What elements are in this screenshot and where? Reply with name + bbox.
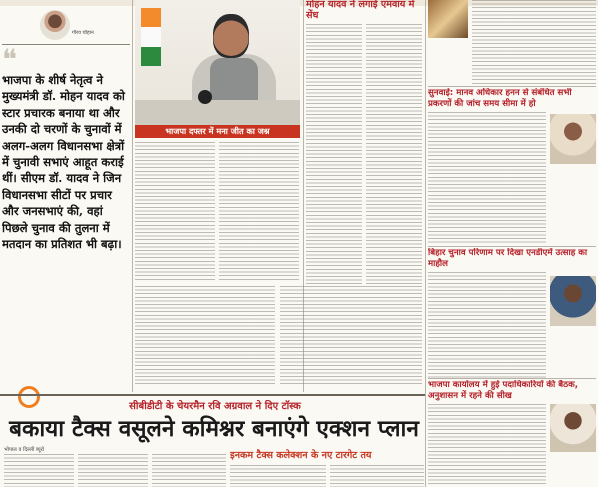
middle-headline: मोहन यादव ने लगाई एमवाय में सेंध xyxy=(306,0,415,21)
section-rule xyxy=(428,378,596,379)
article-column xyxy=(280,286,422,384)
article-column xyxy=(428,404,546,486)
right-headline-1: सुनवाई: मानव अधिकार हनन से संबंधित सभी प्रकरणों की जांच समय सीमा में हो xyxy=(428,88,572,109)
right-thumbnail xyxy=(428,0,468,38)
article-column xyxy=(135,286,275,384)
person-head xyxy=(213,14,249,58)
bottom-headline: बकाया टैक्स वसूलने कमिश्नर बनाएंगे एक्शन प्लान xyxy=(9,416,419,442)
bottom-kicker: सीबीडीटी के चेयरमैन रवि अग्रवाल ने दिए टॉस्क xyxy=(129,401,301,412)
portrait-photo xyxy=(550,276,596,326)
article-column xyxy=(4,454,74,487)
article-column xyxy=(135,142,215,282)
article-column xyxy=(428,112,546,244)
article-column xyxy=(219,142,299,282)
portrait-photo xyxy=(550,114,596,164)
author-name: गौरव चौहान xyxy=(72,30,94,36)
decorative-circle-icon xyxy=(18,386,40,408)
article-column xyxy=(78,454,148,487)
article-column xyxy=(428,272,546,378)
article-column xyxy=(366,24,422,286)
left-divider xyxy=(2,44,130,45)
section-rule xyxy=(428,246,596,247)
desk xyxy=(135,100,300,126)
column-rule xyxy=(425,0,426,487)
person-vest xyxy=(210,58,258,106)
article-column xyxy=(330,465,424,487)
article-column xyxy=(152,454,226,487)
article-column xyxy=(230,465,326,487)
right-headline-3: भाजपा कार्यालय में हुई पदाधिकारियों की बैठक, अनुशासन में रहने की सीख xyxy=(428,380,579,401)
column-rule xyxy=(132,0,133,392)
author-avatar xyxy=(40,10,70,40)
quote-mark-icon: ❝ xyxy=(2,46,18,70)
left-quote-text: भाजपा के शीर्ष नेतृत्व ने मुख्यमंत्री डॉ. मोहन यादव को स्टार प्रचारक बनाया था और उनकी दो चरणों के चुनावों में अलग-अलग विधानसभा क्षेत्रों में चुनावी सभाएं आहूत कराई थीं। सीएम डॉ. यादव ने जिन विधानसभा सीटों पर प्रचार और जनसभाएं की, वहां पिछले चुनाव की तुलना में मतदान का प्रतिशत भी बढ़ा। xyxy=(2,73,125,252)
photo-caption: भाजपा दफ्तर में मना जीत का जश्न xyxy=(135,125,300,138)
article-column xyxy=(306,24,362,286)
portrait-photo xyxy=(550,404,596,452)
article-column xyxy=(472,0,596,86)
microphone-icon xyxy=(198,90,212,104)
right-headline-2: बिहार चुनाव परिणाम पर दिखा एनडीएमें उत्साह का माहौल xyxy=(428,248,588,269)
flag-icon xyxy=(141,8,161,66)
section-rule xyxy=(0,394,425,396)
bureau-label: भोपाल व दिल्ली ब्यूरो xyxy=(4,447,45,453)
section-rule xyxy=(428,86,596,87)
bottom-subheadline: इनकम टैक्स कलेक्शन के नए टारगेट तय xyxy=(230,450,372,461)
